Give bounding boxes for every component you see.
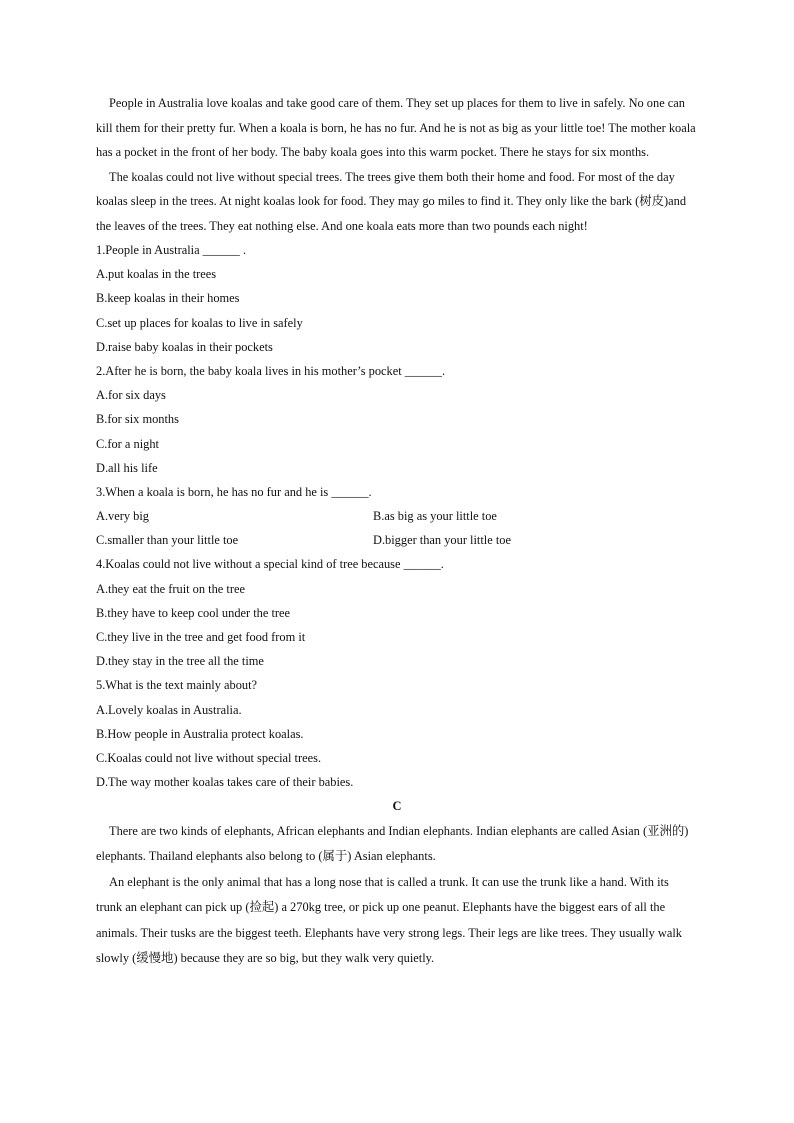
worksheet-page [96, 91, 698, 972]
question-stem: 5.What is the text mainly about? [96, 678, 258, 693]
question-stem: 1.People in Australia ______ . [96, 243, 247, 257]
passage-c [96, 794, 698, 972]
question-2 [96, 359, 698, 480]
answer-option: D.The way mother koalas takes care of their babies. [96, 775, 354, 790]
answer-option: A.they eat the fruit on the tree [96, 581, 245, 596]
answer-option: B.for six months [96, 412, 179, 427]
answer-option: B.keep koalas in their homes [96, 291, 240, 306]
answer-option: B.they have to keep cool under the tree [96, 605, 291, 620]
passage-paragraph: An elephant is the only animal that has a long nose that is called a trunk. It can use the trunk like a hand. With its trunk an elephant can pick up (捡起) a 270kg tree, or pick up one peanut. Elephants have the biggest ears of all the animals. Their tusks are the biggest teeth. Elephants have very strong legs. Their legs are like trees. They usually walk slowly (缓慢地) because they are so big, but they walk very quietly. [96, 874, 682, 966]
answer-option: A.Lovely koalas in Australia. [96, 702, 242, 717]
passage-paragraph: The koalas could not live without special trees. The trees give them both their home and food. For most of the day koalas sleep in the trees. At night koalas look for food. They may go miles to find it. They only like the bark (树皮)and the leaves of the trees. They eat nothing else. And one koala eats more than two pounds each night! [96, 169, 687, 233]
question-5 [96, 673, 698, 794]
answer-option: D.bigger than your little toe [373, 533, 511, 548]
answer-option: A.very big [96, 509, 149, 524]
answer-option: D.raise baby koalas in their pockets [96, 339, 273, 354]
section-heading: C [392, 799, 402, 814]
passage-paragraph: People in Australia love koalas and take good care of them. They set up places for them to live in safely. No one can kill them for their pretty fur. When a koala is born, he has no fur. And he is not as big as your little toe! The mother koala has a pocket in the front of her body. The baby koala goes into this warm pocket. There he stays for six months. [96, 96, 696, 159]
question-3 [96, 480, 698, 553]
passage-b [96, 91, 698, 238]
answer-option: A.put koalas in the trees [96, 267, 217, 282]
question-stem: 2.After he is born, the baby koala lives in his mother’s pocket ______. [96, 363, 446, 378]
answer-option-row [96, 528, 698, 552]
answer-option: C.Koalas could not live without special trees. [96, 750, 322, 765]
question-4 [96, 552, 698, 673]
answer-option: A.for six days [96, 388, 166, 403]
question-1 [96, 238, 698, 359]
answer-option: B.as big as your little toe [373, 509, 497, 524]
answer-option: C.set up places for koalas to live in safely [96, 315, 303, 330]
question-stem: 3.When a koala is born, he has no fur and he is ______. [96, 484, 372, 499]
answer-option: C.they live in the tree and get food from it [96, 630, 306, 644]
answer-option: C.for a night [96, 436, 159, 451]
answer-option: C.smaller than your little toe [96, 533, 239, 548]
answer-option: D.they stay in the tree all the time [96, 654, 264, 669]
answer-option-row [96, 504, 698, 528]
passage-paragraph: There are two kinds of elephants, African elephants and Indian elephants. Indian elephants are called Asian (亚洲的) elephants. Thailand elephants also belong to (属于) Asian elephants. [96, 823, 689, 864]
question-stem: 4.Koalas could not live without a special kind of tree because ______. [96, 557, 444, 572]
answer-option: B.How people in Australia protect koalas. [96, 726, 304, 741]
answer-option: D.all his life [96, 460, 158, 475]
